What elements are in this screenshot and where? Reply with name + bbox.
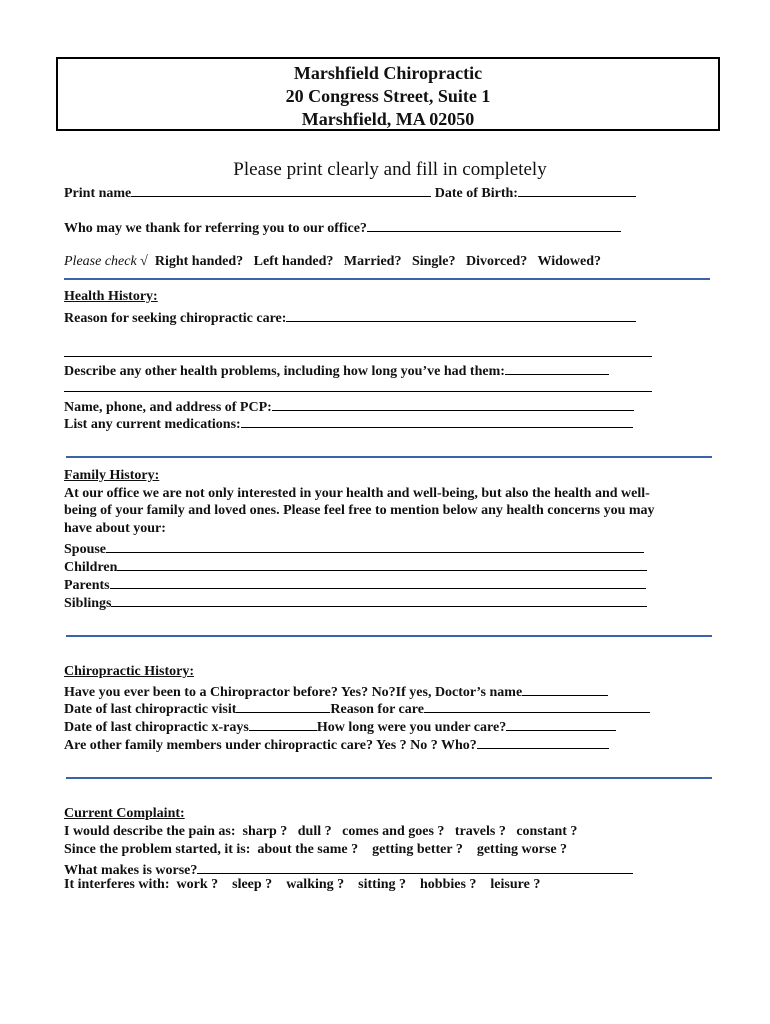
spouse-label: Spouse [64, 542, 107, 557]
medications-field[interactable] [241, 414, 633, 428]
section-divider [66, 456, 712, 458]
interferes-hobbies[interactable]: hobbies ? [420, 877, 477, 892]
check-right-handed[interactable]: Right handed? [154, 254, 244, 269]
worse-field[interactable] [197, 860, 633, 874]
interferes-work[interactable]: work ? [176, 877, 219, 892]
parents-field[interactable] [110, 575, 646, 589]
pcp-label: Name, phone, and address of PCP: [64, 400, 272, 415]
chiro-q1-label: Have you ever been to a Chiropractor before? Yes? No?If yes, Doctor’s name [64, 685, 523, 700]
print-name-field[interactable] [131, 183, 431, 197]
dob-label: Date of Birth: [434, 186, 518, 201]
check-row [64, 254, 601, 270]
section-divider [66, 777, 712, 779]
reason-for-care-label: Reason for care [330, 702, 424, 717]
chiro-q4-row [64, 735, 609, 754]
reason-continuation-row [64, 343, 652, 362]
reason-field[interactable] [286, 308, 636, 322]
doctor-name-field[interactable] [522, 682, 608, 696]
other-problems-field[interactable] [505, 361, 609, 375]
referral-row [64, 218, 621, 237]
practice-name: Marshfield Chiropractic [293, 63, 483, 83]
referral-label: Who may we thank for referring you to our office? [64, 221, 367, 236]
reason-field-2[interactable] [64, 343, 652, 357]
medications-row [64, 414, 633, 433]
since-label: Since the problem started, it is: [64, 842, 251, 857]
other-problems-label: Describe any other health problems, including how long you’ve had them: [64, 364, 505, 379]
instructions-text: Please print clearly and fill in completely [233, 159, 547, 180]
reason-label: Reason for seeking chiropractic care: [64, 311, 287, 326]
chiro-q3-row [64, 717, 616, 736]
other-problems-field-2[interactable] [64, 378, 652, 392]
print-name-label: Print name [64, 186, 132, 201]
check-prefix: Please check √ [64, 254, 148, 269]
interferes-row [64, 877, 540, 893]
pain-dull[interactable]: dull ? [297, 824, 332, 839]
care-duration-label: How long were you under care? [316, 720, 507, 735]
print-name-row [64, 183, 636, 202]
spouse-row [64, 539, 644, 558]
family-care-field[interactable] [477, 735, 609, 749]
since-same[interactable]: about the same ? [257, 842, 359, 857]
reason-for-care-field[interactable] [424, 699, 650, 713]
pcp-field[interactable] [272, 397, 634, 411]
other-problems-continuation-row [64, 378, 652, 397]
medications-label: List any current medications: [64, 417, 241, 432]
last-xray-field[interactable] [249, 717, 317, 731]
since-row [64, 842, 567, 858]
siblings-field[interactable] [111, 593, 647, 607]
family-intro-1: At our office we are not only interested in your health and well-being, but also the health and well- [64, 486, 650, 501]
check-married[interactable]: Married? [343, 254, 402, 269]
pain-travels[interactable]: travels ? [454, 824, 506, 839]
children-field[interactable] [117, 557, 647, 571]
pain-sharp[interactable]: sharp ? [242, 824, 288, 839]
family-care-label: Are other family members under chiropractic care? Yes ? No ? Who? [64, 738, 477, 753]
interferes-sitting[interactable]: sitting ? [358, 877, 406, 892]
care-duration-field[interactable] [506, 717, 616, 731]
family-intro-3: have about your: [64, 521, 166, 536]
pain-label: I would describe the pain as: [64, 824, 236, 839]
pain-constant[interactable]: constant ? [516, 824, 578, 839]
referral-field[interactable] [367, 218, 621, 232]
family-intro-2: being of your family and loved ones. Please feel free to mention below any health concerns you may [64, 503, 655, 518]
pain-comes-and-goes[interactable]: comes and goes ? [342, 824, 445, 839]
since-worse[interactable]: getting worse ? [476, 842, 568, 857]
interferes-sleep[interactable]: sleep ? [232, 877, 273, 892]
last-xray-label: Date of last chiropractic x-rays [64, 720, 249, 735]
practice-street: 20 Congress Street, Suite 1 [285, 86, 491, 106]
interferes-walking[interactable]: walking ? [286, 877, 345, 892]
reason-row [64, 308, 636, 327]
check-left-handed[interactable]: Left handed? [253, 254, 334, 269]
check-divorced[interactable]: Divorced? [466, 254, 528, 269]
children-row [64, 557, 647, 576]
worse-label: What makes is worse? [64, 863, 198, 878]
practice-header [56, 57, 720, 131]
section-divider [66, 635, 712, 637]
spouse-field[interactable] [106, 539, 644, 553]
children-label: Children [64, 560, 118, 575]
dob-field[interactable] [518, 183, 636, 197]
section-divider [64, 278, 710, 280]
since-better[interactable]: getting better ? [372, 842, 463, 857]
complaint-heading: Current Complaint: [64, 806, 185, 821]
practice-city: Marshfield, MA 02050 [301, 109, 475, 129]
chiro-q2-row [64, 699, 650, 718]
parents-row [64, 575, 646, 594]
parents-label: Parents [64, 578, 110, 593]
check-widowed[interactable]: Widowed? [537, 254, 601, 269]
interferes-label: It interferes with: [64, 877, 170, 892]
interferes-leisure[interactable]: leisure ? [490, 877, 541, 892]
pain-row [64, 824, 577, 840]
chiro-heading: Chiropractic History: [64, 664, 194, 679]
last-visit-field[interactable] [236, 699, 330, 713]
siblings-label: Siblings [64, 596, 112, 611]
check-single[interactable]: Single? [411, 254, 456, 269]
last-visit-label: Date of last chiropractic visit [64, 702, 237, 717]
health-heading: Health History: [64, 289, 158, 304]
family-heading: Family History: [64, 468, 160, 483]
siblings-row [64, 593, 647, 612]
